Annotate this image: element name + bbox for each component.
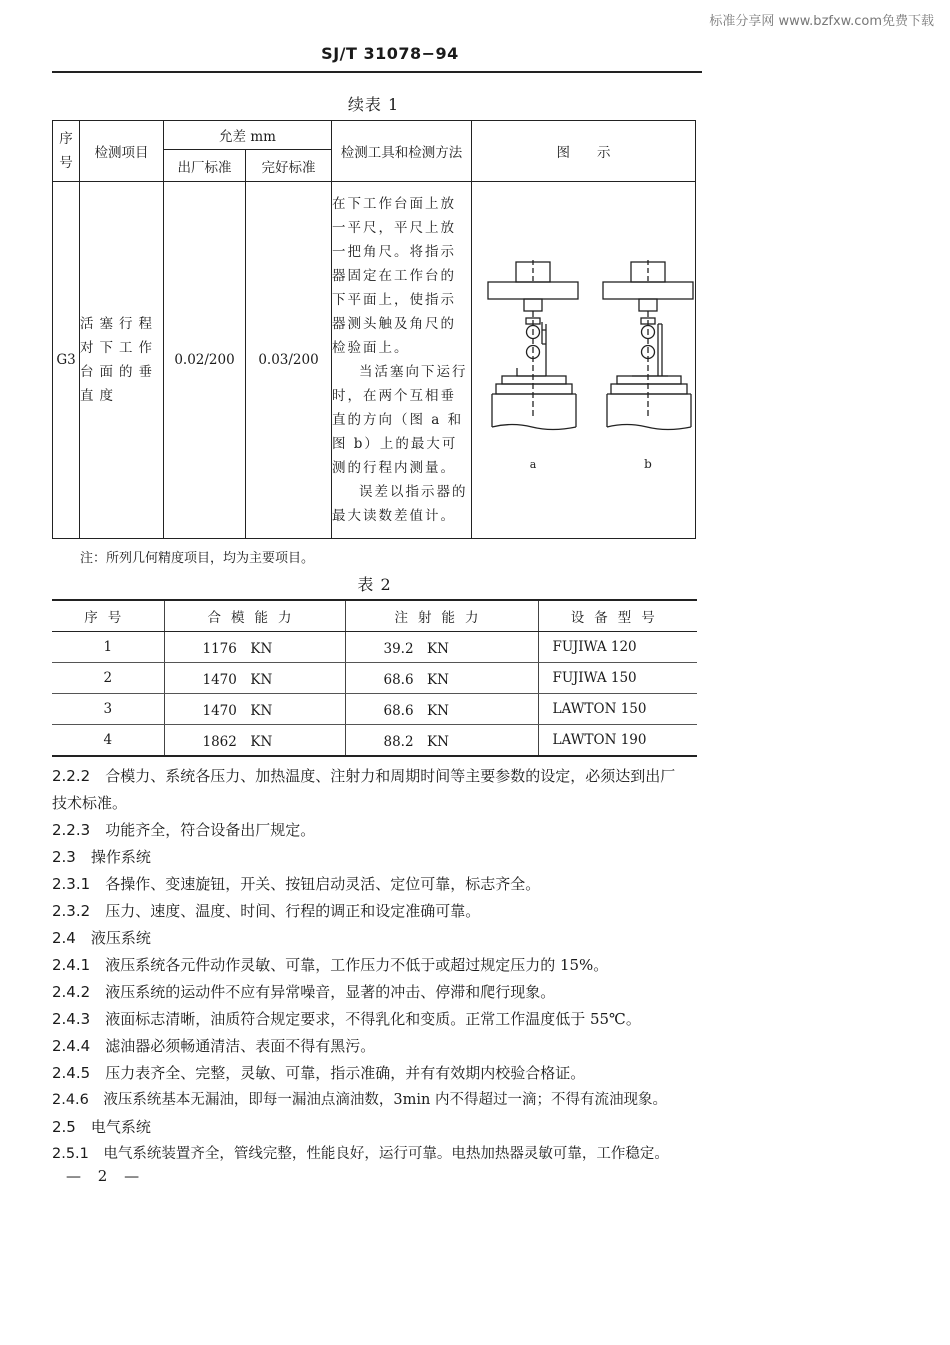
table-row (52, 694, 697, 725)
cell-injection: 88.2 KN (345, 725, 538, 757)
clause: 2.3.2 压力、速度、温度、时间、行程的调正和设定准确可靠。 (52, 902, 481, 920)
row-good-tolerance: 0.03/200 (246, 182, 332, 539)
figure-b (603, 260, 693, 430)
clause: 2.4.1 液压系统各元件动作灵敏、可靠，工作压力不低于或超过规定压力的 15%。 (52, 956, 609, 974)
cell-seq: 4 (52, 725, 164, 757)
row-method (332, 182, 472, 539)
cell-injection: 39.2 KN (345, 632, 538, 663)
col-method-header: 检测工具和检测方法 (332, 121, 472, 182)
table-row (52, 725, 697, 757)
figure-a-label: a (529, 458, 537, 471)
cell-seq: 2 (52, 663, 164, 694)
clause: 2.4.3 液面标志清晰，油质符合规定要求，不得乳化和变质。正常工作温度低于 55℃。 (52, 1010, 641, 1028)
page-number: — 2 — (66, 1167, 146, 1185)
cell-model: LAWTON 190 (538, 725, 697, 757)
cell-model: FUJIWA 120 (538, 632, 697, 663)
table1-note: 注：所列几何精度项目，均为主要项目。 (80, 551, 315, 566)
col-seq-header: 序 号 (53, 121, 80, 182)
col-good-header: 完好标准 (246, 150, 332, 182)
row-seq: G3 (53, 182, 80, 539)
t2-header-clamp: 合模能力 (164, 600, 345, 632)
section-heading: 2.4 液压系统 (52, 929, 151, 947)
cell-seq: 1 (52, 632, 164, 663)
table-row (52, 632, 697, 663)
method-step-3: 误差以指示器的最大读数差值计。 (332, 484, 468, 524)
clause: 2.2.2 合模力、系统各压力、加热温度、注射力和周期时间等主要参数的设定，必须达到出厂 (52, 767, 676, 785)
clause: 2.5.1 电气系统装置齐全，管线完整，性能良好，运行可靠。电热加热器灵敏可靠，工作稳定。 (52, 1146, 669, 1162)
figure-b-label: b (644, 457, 652, 471)
table2 (52, 599, 697, 757)
cell-model: FUJIWA 150 (538, 663, 697, 694)
test-setup-diagram (472, 182, 696, 534)
header-rule (52, 71, 702, 73)
watermark: 标准分享网 www.bzfxw.com免费下载 (709, 14, 934, 29)
col-item-header: 检测项目 (80, 121, 164, 182)
clause: 2.4.5 压力表齐全、完整，灵敏、可靠，指示准确，并有有效期内校验合格证。 (52, 1064, 586, 1082)
section-heading: 2.5 电气系统 (52, 1118, 151, 1136)
row-factory-tolerance: 0.02/200 (164, 182, 246, 539)
col-figure-header: 图 示 (472, 121, 696, 182)
clause: 2.2.3 功能齐全，符合设备出厂规定。 (52, 821, 316, 839)
cell-injection: 68.6 KN (345, 694, 538, 725)
cell-injection: 68.6 KN (345, 663, 538, 694)
method-step-2: 当活塞向下运行时，在两个互相垂直的方向（图 a 和图 b）上的最大可测的行程内测量。 (332, 364, 468, 476)
standard-number: SJ/T 31078−94 (321, 44, 459, 63)
figure-a (488, 260, 578, 430)
clause: 技术标准。 (52, 794, 128, 812)
row-figure (472, 182, 696, 539)
clause: 2.4.2 液压系统的运动件不应有异常噪音，显著的冲击、停滞和爬行现象。 (52, 983, 556, 1001)
cell-clamp: 1470 KN (164, 663, 345, 694)
method-step-1: 在下工作台面上放一平尺，平尺上放一把角尺。将指示器固定在工作台的下平面上，使指示器测头触及角尺的检验面上。 (332, 196, 456, 356)
table2-caption: 表 2 (357, 575, 392, 594)
cell-seq: 3 (52, 694, 164, 725)
cell-clamp: 1176 KN (164, 632, 345, 663)
cell-model: LAWTON 150 (538, 694, 697, 725)
table-row (52, 663, 697, 694)
section-heading: 2.3 操作系统 (52, 848, 151, 866)
col-factory-header: 出厂标准 (164, 150, 246, 182)
clause: 2.4.6 液压系统基本无漏油，即每一漏油点滴油数，3min 内不得超过一滴；不得有流油现象。 (52, 1092, 667, 1108)
table1-caption: 续表 1 (347, 95, 400, 114)
clause: 2.3.1 各操作、变速旋钮，开关、按钮启动灵活、定位可靠，标志齐全。 (52, 875, 541, 893)
t2-header-injection: 注射能力 (345, 600, 538, 632)
col-tolerance-header: 允差 mm (164, 121, 332, 150)
t2-header-seq: 序号 (52, 600, 164, 632)
cell-clamp: 1470 KN (164, 694, 345, 725)
clauses-body (52, 763, 712, 1168)
cell-clamp: 1862 KN (164, 725, 345, 757)
t2-header-model: 设备型号 (538, 600, 697, 632)
table1 (52, 120, 696, 539)
clause: 2.4.4 滤油器必须畅通清洁、表面不得有黑污。 (52, 1037, 376, 1055)
row-item: 活塞行程对下工作台面的垂直度 (80, 182, 164, 539)
